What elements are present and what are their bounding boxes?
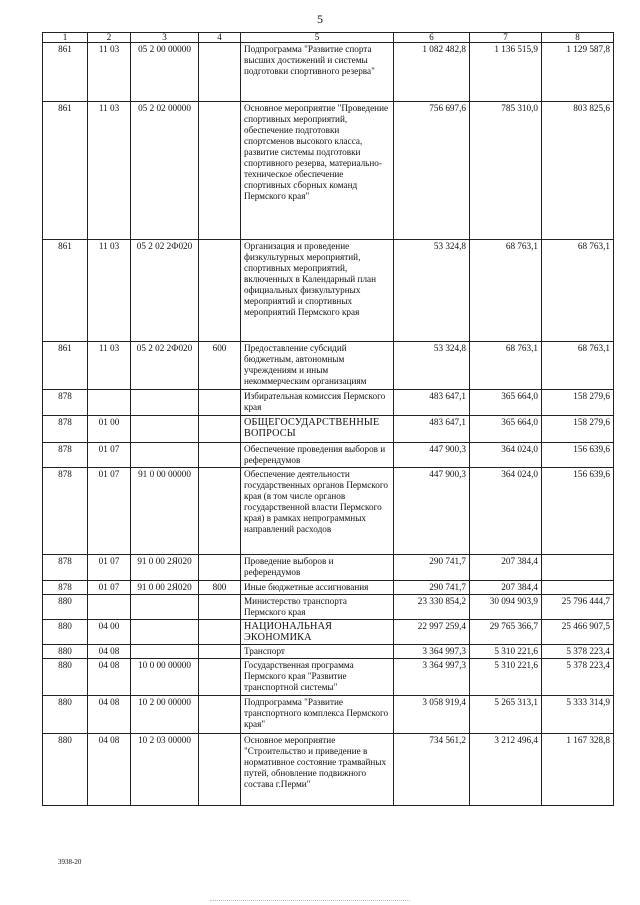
amount-col6-cell: 290 741,7 [394, 555, 470, 581]
amount-col7-cell: 68 763,1 [470, 342, 542, 390]
column-header: 5 [241, 33, 394, 43]
amount-col8-cell: 5 378 223,4 [542, 645, 614, 659]
target-code-cell: 10 2 00 00000 [131, 696, 199, 734]
expense-type-cell [199, 620, 241, 645]
expense-type-cell [199, 645, 241, 659]
column-header: 2 [88, 33, 131, 43]
target-code-cell [131, 443, 199, 468]
amount-col7-cell: 207 384,4 [470, 555, 542, 581]
expense-type-cell [199, 102, 241, 240]
section-code-cell: 01 00 [88, 416, 131, 443]
expense-type-cell [199, 696, 241, 734]
amount-col8-cell: 25 796 444,7 [542, 595, 614, 620]
expense-type-cell [199, 468, 241, 555]
admin-code-cell: 880 [43, 734, 88, 806]
target-code-cell: 91 0 00 2Я020 [131, 581, 199, 595]
section-code-cell: 04 08 [88, 696, 131, 734]
table-row [43, 581, 614, 595]
amount-col6-cell: 290 741,7 [394, 581, 470, 595]
section-code-cell: 01 07 [88, 581, 131, 595]
table-row [43, 620, 614, 645]
section-code-cell [88, 390, 131, 416]
amount-col7-cell: 3 212 496,4 [470, 734, 542, 806]
amount-col6-cell: 3 364 997,3 [394, 659, 470, 696]
table-row [43, 468, 614, 555]
scan-artifact-line [210, 900, 410, 903]
amount-col8-cell: 5 333 314,9 [542, 696, 614, 734]
admin-code-cell: 878 [43, 416, 88, 443]
admin-code-cell: 878 [43, 443, 88, 468]
amount-col8-cell: 68 763,1 [542, 342, 614, 390]
budget-table [42, 32, 614, 806]
amount-col6-cell: 756 697,6 [394, 102, 470, 240]
admin-code-cell: 861 [43, 43, 88, 102]
amount-col8-cell: 158 279,6 [542, 416, 614, 443]
description-cell: Подпрограмма "Развитие спорта высших достижений и системы подготовки спортивного резерва" [241, 43, 394, 102]
description-cell: Предоставление субсидий бюджетным, автономным учреждениям и иным некоммерческим организациям [241, 342, 394, 390]
admin-code-cell: 861 [43, 342, 88, 390]
amount-col6-cell: 447 900,3 [394, 468, 470, 555]
column-header: 7 [470, 33, 542, 43]
section-code-cell: 11 03 [88, 240, 131, 342]
target-code-cell [131, 595, 199, 620]
description-cell: Избирательная комиссия Пермского края [241, 390, 394, 416]
expense-type-cell [199, 390, 241, 416]
amount-col6-cell: 3 364 997,3 [394, 645, 470, 659]
amount-col7-cell: 365 664,0 [470, 390, 542, 416]
table-header-row [43, 33, 614, 43]
admin-code-cell: 878 [43, 468, 88, 555]
admin-code-cell: 861 [43, 240, 88, 342]
section-code-cell: 11 03 [88, 342, 131, 390]
admin-code-cell: 878 [43, 555, 88, 581]
target-code-cell [131, 645, 199, 659]
page-number: 5 [317, 12, 323, 26]
table-row [43, 696, 614, 734]
target-code-cell [131, 390, 199, 416]
section-code-cell: 04 00 [88, 620, 131, 645]
column-header: 4 [199, 33, 241, 43]
target-code-cell: 05 2 02 00000 [131, 102, 199, 240]
description-cell: Подпрограмма "Развитие транспортного комплекса Пермского края" [241, 696, 394, 734]
section-code-cell [88, 595, 131, 620]
amount-col8-cell: 158 279,6 [542, 390, 614, 416]
amount-col6-cell: 483 647,1 [394, 416, 470, 443]
target-code-cell: 05 2 00 00000 [131, 43, 199, 102]
admin-code-cell: 880 [43, 645, 88, 659]
amount-col7-cell: 365 664,0 [470, 416, 542, 443]
section-code-cell: 04 08 [88, 645, 131, 659]
table-row [43, 659, 614, 696]
description-cell: Обеспечение деятельности государственных органов Пермского края (в том числе органов государственной власти Пермского края) в рамках непрограммных направлений расходов [241, 468, 394, 555]
admin-code-cell: 861 [43, 102, 88, 240]
column-header: 1 [43, 33, 88, 43]
description-cell: ОБЩЕГОСУДАРСТВЕННЫЕ ВОПРОСЫ [241, 416, 394, 443]
amount-col7-cell: 364 024,0 [470, 443, 542, 468]
amount-col6-cell: 23 330 854,2 [394, 595, 470, 620]
table-row [43, 416, 614, 443]
target-code-cell: 91 0 00 2Я020 [131, 555, 199, 581]
admin-code-cell: 878 [43, 390, 88, 416]
amount-col7-cell: 5 310 221,6 [470, 645, 542, 659]
amount-col7-cell: 30 094 903,9 [470, 595, 542, 620]
amount-col7-cell: 5 265 313,1 [470, 696, 542, 734]
description-cell: Иные бюджетные ассигнования [241, 581, 394, 595]
amount-col8-cell: 803 825,6 [542, 102, 614, 240]
target-code-cell [131, 416, 199, 443]
table-row [43, 645, 614, 659]
amount-col7-cell: 68 763,1 [470, 240, 542, 342]
table-row [43, 443, 614, 468]
table-row [43, 390, 614, 416]
table-row [43, 734, 614, 806]
section-code-cell: 04 08 [88, 734, 131, 806]
amount-col8-cell: 25 466 907,5 [542, 620, 614, 645]
expense-type-cell [199, 240, 241, 342]
amount-col6-cell: 447 900,3 [394, 443, 470, 468]
expense-type-cell [199, 43, 241, 102]
admin-code-cell: 880 [43, 659, 88, 696]
amount-col8-cell: 68 763,1 [542, 240, 614, 342]
amount-col8-cell [542, 555, 614, 581]
amount-col6-cell: 53 324,8 [394, 342, 470, 390]
amount-col6-cell: 1 082 482,8 [394, 43, 470, 102]
document-footer-code: 3938-20 [58, 858, 82, 866]
amount-col8-cell: 156 639,6 [542, 468, 614, 555]
description-cell: Транспорт [241, 645, 394, 659]
amount-col6-cell: 734 561,2 [394, 734, 470, 806]
section-code-cell: 01 07 [88, 555, 131, 581]
expense-type-cell [199, 659, 241, 696]
expense-type-cell [199, 443, 241, 468]
section-code-cell: 01 07 [88, 468, 131, 555]
amount-col6-cell: 483 647,1 [394, 390, 470, 416]
section-code-cell: 04 08 [88, 659, 131, 696]
amount-col7-cell: 364 024,0 [470, 468, 542, 555]
description-cell: Проведение выборов и референдумов [241, 555, 394, 581]
description-cell: НАЦИОНАЛЬНАЯ ЭКОНОМИКА [241, 620, 394, 645]
target-code-cell: 10 2 03 00000 [131, 734, 199, 806]
description-cell: Основное мероприятие "Строительство и приведение в нормативное состояние трамвайных путей, обновление подвижного состава г.Перми" [241, 734, 394, 806]
expense-type-cell [199, 734, 241, 806]
section-code-cell: 01 07 [88, 443, 131, 468]
expense-type-cell [199, 595, 241, 620]
amount-col8-cell: 1 129 587,8 [542, 43, 614, 102]
column-header: 6 [394, 33, 470, 43]
expense-type-cell: 600 [199, 342, 241, 390]
expense-type-cell: 800 [199, 581, 241, 595]
admin-code-cell: 880 [43, 696, 88, 734]
description-cell: Государственная программа Пермского края "Развитие транспортной системы" [241, 659, 394, 696]
amount-col7-cell: 785 310,0 [470, 102, 542, 240]
description-cell: Основное мероприятие "Проведение спортивных мероприятий, обеспечение подготовки спортсменов высокого класса, развитие системы подготовки спортивного резерва, материально-техническое обеспечение спортивных сборных команд Пермского края" [241, 102, 394, 240]
amount-col6-cell: 3 058 919,4 [394, 696, 470, 734]
table-row [43, 240, 614, 342]
amount-col8-cell: 1 167 328,8 [542, 734, 614, 806]
column-header: 8 [542, 33, 614, 43]
target-code-cell: 05 2 02 2Ф020 [131, 342, 199, 390]
amount-col8-cell: 156 639,6 [542, 443, 614, 468]
admin-code-cell: 878 [43, 581, 88, 595]
expense-type-cell [199, 555, 241, 581]
amount-col7-cell: 5 310 221,6 [470, 659, 542, 696]
expense-type-cell [199, 416, 241, 443]
target-code-cell: 91 0 00 00000 [131, 468, 199, 555]
target-code-cell [131, 620, 199, 645]
section-code-cell: 11 03 [88, 102, 131, 240]
amount-col8-cell: 5 378 223,4 [542, 659, 614, 696]
table-row [43, 342, 614, 390]
admin-code-cell: 880 [43, 620, 88, 645]
section-code-cell: 11 03 [88, 43, 131, 102]
table-row [43, 43, 614, 102]
amount-col8-cell [542, 581, 614, 595]
amount-col7-cell: 207 384,4 [470, 581, 542, 595]
admin-code-cell: 880 [43, 595, 88, 620]
amount-col7-cell: 29 765 366,7 [470, 620, 542, 645]
table-row [43, 555, 614, 581]
amount-col7-cell: 1 136 515,9 [470, 43, 542, 102]
target-code-cell: 05 2 02 2Ф020 [131, 240, 199, 342]
target-code-cell: 10 0 00 00000 [131, 659, 199, 696]
table-row [43, 595, 614, 620]
description-cell: Организация и проведение физкультурных мероприятий, спортивных мероприятий, включенных в Календарный план официальных физкультурных мероприятий и спортивных мероприятий Пермского края [241, 240, 394, 342]
amount-col6-cell: 53 324,8 [394, 240, 470, 342]
description-cell: Обеспечение проведения выборов и референдумов [241, 443, 394, 468]
amount-col6-cell: 22 997 259,4 [394, 620, 470, 645]
column-header: 3 [131, 33, 199, 43]
description-cell: Министерство транспорта Пермского края [241, 595, 394, 620]
table-row [43, 102, 614, 240]
